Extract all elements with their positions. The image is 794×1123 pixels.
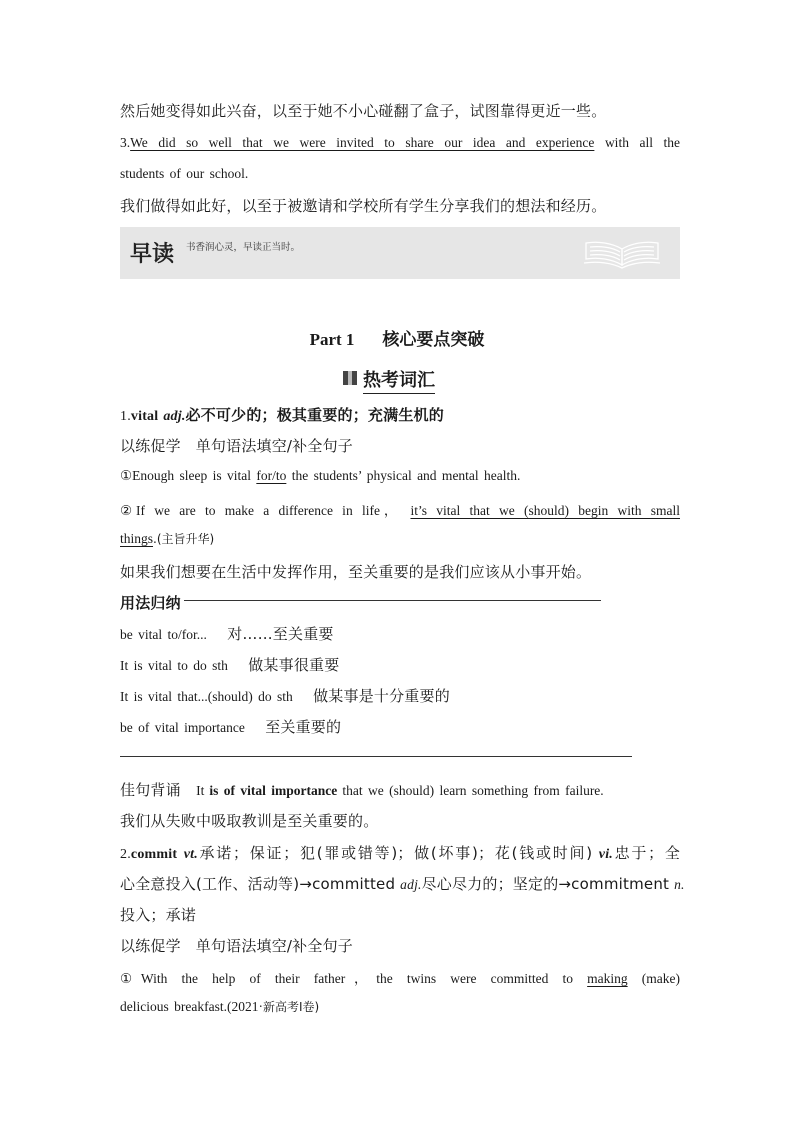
vital-pos: adj. <box>163 409 186 424</box>
model-sentence-start: It <box>196 783 205 798</box>
practice-task: 单句语法填空/补全句子 <box>195 937 353 955</box>
example-3-rest: with all the <box>604 135 680 150</box>
example-3-sentence <box>120 135 680 151</box>
usage-en: It is vital that...(should) do sth <box>120 689 293 704</box>
commit-practice-heading <box>120 935 680 956</box>
usage-row-2 <box>120 654 680 675</box>
commit-derived-pos-1: adj. <box>400 877 422 892</box>
commit-q1-text-before: ①With the help of their father，the twins were committed to <box>120 971 573 986</box>
vital-meaning: 必不可少的；极其重要的；充满生机的 <box>185 406 444 424</box>
open-book-icon <box>582 237 662 269</box>
commit-derived-2: 尽心尽力的；坚定的→commitment <box>421 875 670 893</box>
bookmark-icon-stripe <box>348 371 352 385</box>
section-title: 热考词汇 <box>363 366 435 394</box>
usage-top-rule <box>184 600 601 601</box>
banner-title: 早读 <box>130 242 175 267</box>
usage-row-4 <box>120 716 680 737</box>
model-sentence-label: 佳句背诵 <box>120 781 181 799</box>
usage-zh: 对……至关重要 <box>227 625 334 643</box>
q1-text-before: ①Enough sleep is vital <box>120 468 251 483</box>
practice-label: 以练促学 <box>120 937 181 955</box>
commit-derived-1: 心全意投入(工作、活动等)→committed <box>120 875 396 893</box>
vital-entry <box>120 404 680 425</box>
q2-source: .(主旨升华) <box>153 532 215 546</box>
commit-question-1-line-2 <box>120 998 680 1015</box>
vital-word: vital <box>130 409 159 424</box>
model-sentence-bold: is of vital importance <box>209 783 338 798</box>
practice-task: 单句语法填空/补全句子 <box>195 437 353 455</box>
morning-reading-banner <box>120 227 680 279</box>
example-3-number: 3. <box>120 135 131 150</box>
usage-en: be of vital importance <box>120 720 245 735</box>
commit-meaning-2: 忠于；全 <box>613 844 681 862</box>
part-label: Part 1 <box>309 330 355 349</box>
model-sentence-end: that we (should) learn something from failure. <box>342 783 604 798</box>
commit-derived-pos-2: n. <box>674 877 685 892</box>
usage-row-3 <box>120 685 680 706</box>
commit-pos-2: vi. <box>598 847 614 862</box>
usage-zh: 做某事很重要 <box>248 656 340 674</box>
banner-subtitle: 书香润心灵，早读正当时。 <box>186 242 301 253</box>
usage-zh: 做某事是十分重要的 <box>313 687 450 705</box>
commit-q1-hint: (make) <box>641 971 681 986</box>
q1-text-after: the students’ physical and mental health. <box>291 468 521 483</box>
example-3-translation: 我们做得如此好，以至于被邀请和学校所有学生分享我们的想法和经历。 <box>120 197 607 215</box>
usage-row-1 <box>120 623 680 644</box>
model-sentence <box>120 779 680 800</box>
commit-number: 2. <box>120 847 131 862</box>
commit-q1-answer: making <box>587 971 628 986</box>
usage-en: be vital to/for... <box>120 627 207 642</box>
q2-answer: it’s vital that we (should) begin with small <box>410 503 680 518</box>
part-heading: 核心要点突破 <box>382 330 485 350</box>
commit-entry-line-3: 投入；承诺 <box>120 906 197 924</box>
commit-q1-source: 新高考Ⅰ卷) <box>262 1000 320 1014</box>
part-title <box>0 325 794 350</box>
practice-label: 以练促学 <box>120 437 181 455</box>
usage-bottom-rule <box>120 756 632 757</box>
usage-en: It is vital to do sth <box>120 658 228 673</box>
q1-answer: for/to <box>256 468 287 483</box>
commit-pos: vt. <box>183 847 198 862</box>
usage-zh: 至关重要的 <box>265 718 342 736</box>
commit-entry-line-2 <box>120 873 685 894</box>
commit-word: commit <box>130 847 178 862</box>
vital-question-2-line-2 <box>120 530 680 547</box>
intro-translation-line: 然后她变得如此兴奋，以至于她不小心碰翻了盒子，试图靠得更近一些。 <box>120 102 607 120</box>
commit-question-1 <box>120 967 680 987</box>
commit-entry <box>120 842 680 863</box>
q2-text-before: ②If we are to make a difference in life， <box>120 503 402 518</box>
usage-summary-heading: 用法归纳 <box>120 594 181 612</box>
vital-question-1 <box>120 468 680 484</box>
q2-answer-continued: things <box>120 531 154 546</box>
vital-number: 1. <box>120 409 131 424</box>
commit-q1-continued: delicious breakfast.(2021· <box>120 999 263 1014</box>
commit-meaning-1: 承诺；保证；犯(罪或错等)；做(坏事)；花(钱或时间) <box>197 844 593 862</box>
example-3-underlined: We did so well that we were invited to share our idea and experience <box>130 135 595 150</box>
example-3-line-2: students of our school. <box>120 166 249 181</box>
vital-question-2 <box>120 499 680 519</box>
vital-practice-heading <box>120 435 680 456</box>
vital-question-2-translation: 如果我们想要在生活中发挥作用，至关重要的是我们应该从小事开始。 <box>120 563 592 581</box>
model-sentence-translation: 我们从失败中吸取教训是至关重要的。 <box>120 812 379 830</box>
